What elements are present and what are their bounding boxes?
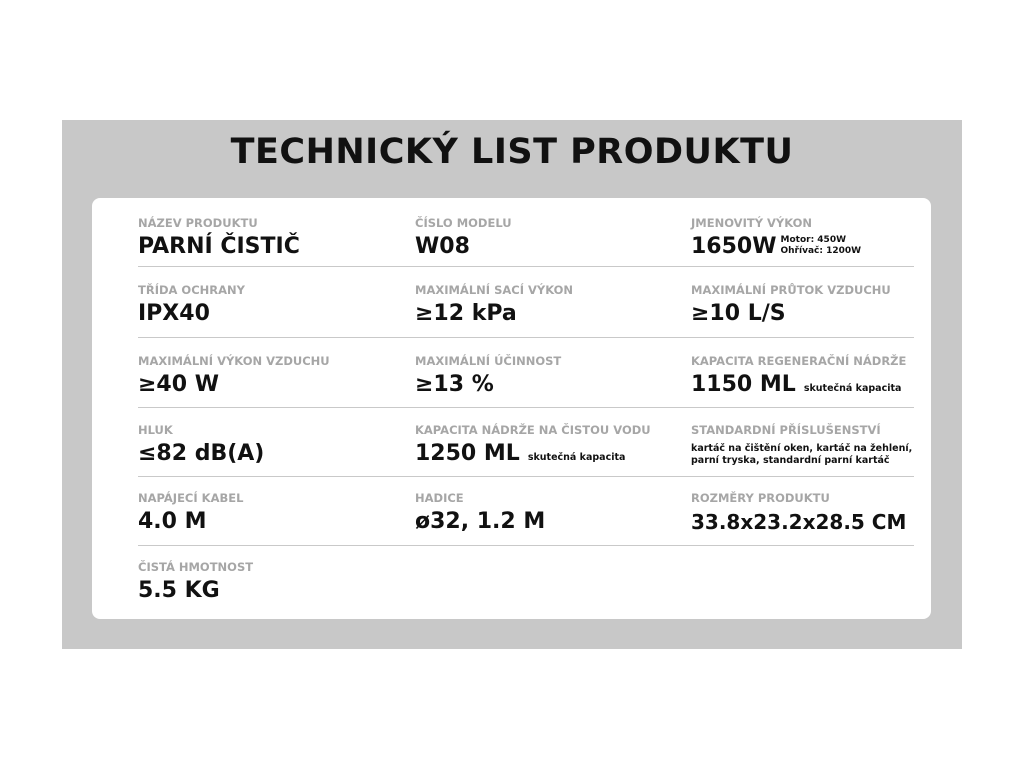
spec-efficiency: [415, 336, 561, 404]
spec-label: STANDARDNÍ PŘÍSLUŠENSTVÍ: [691, 423, 881, 437]
spec-label: KAPACITA REGENERAČNÍ NÁDRŽE: [691, 354, 907, 368]
spec-value: IPX40: [138, 301, 210, 326]
capacity-note: skutečná kapacita: [803, 383, 902, 394]
spec-cable: [138, 473, 243, 541]
spec-label: MAXIMÁLNÍ ÚČINNOST: [415, 354, 562, 368]
spec-air-power: [138, 336, 330, 404]
spec-value: ≥40 W: [138, 372, 219, 397]
spec-airflow: [691, 265, 891, 333]
spec-value: ≥12 kPa: [415, 301, 517, 326]
heater-power-note: Ohřívač: 1200W: [780, 246, 862, 256]
spec-value: 33.8x23.2x28.5 CM: [691, 510, 907, 534]
spec-banner: [62, 120, 962, 649]
motor-power-note: Motor: 450W: [780, 235, 847, 245]
spec-value: 1250 ML: [415, 441, 520, 466]
spec-suction: [415, 265, 573, 333]
spec-dimensions: [691, 473, 906, 541]
spec-power: [691, 198, 861, 266]
spec-value: 1150 ML: [691, 372, 796, 397]
spec-clean-tank: [415, 405, 651, 473]
spec-label: ROZMĚRY PRODUKTU: [691, 491, 830, 505]
spec-value: 5.5 KG: [138, 578, 220, 603]
spec-noise: [138, 405, 264, 473]
spec-label: MAXIMÁLNÍ VÝKON VZDUCHU: [138, 354, 330, 368]
accessories-line-1: kartáč na čištění oken, kartáč na žehlení,: [691, 443, 913, 454]
accessories-line-2: parní tryska, standardní parní kartáč: [691, 455, 890, 466]
spec-value: ≥10 L/S: [691, 301, 786, 326]
spec-hose: [415, 473, 545, 541]
spec-label: ČISTÁ HMOTNOST: [138, 560, 254, 574]
spec-label: JMENOVITÝ VÝKON: [691, 216, 813, 230]
spec-accessories: [691, 405, 912, 473]
spec-value: 4.0 M: [138, 509, 207, 534]
spec-value: ≤82 dB(A): [138, 441, 265, 466]
spec-value: PARNÍ ČISTIČ: [138, 234, 300, 259]
spec-label: NÁZEV PRODUKTU: [138, 216, 258, 230]
spec-regen-tank: [691, 336, 906, 404]
spec-value: ø32, 1.2 M: [415, 509, 546, 534]
spec-label: ČÍSLO MODELU: [415, 216, 512, 230]
spec-label: TŘÍDA OCHRANY: [138, 283, 245, 297]
spec-label: MAXIMÁLNÍ PRŮTOK VZDUCHU: [691, 283, 891, 297]
page-title: TECHNICKÝ LIST PRODUKTU: [230, 132, 794, 172]
spec-protection: [138, 265, 245, 333]
capacity-note: skutečná kapacita: [527, 452, 626, 463]
spec-label: HADICE: [415, 491, 464, 505]
row-divider: [138, 545, 914, 546]
spec-value: W08: [415, 234, 470, 259]
spec-label: NAPÁJECÍ KABEL: [138, 491, 244, 505]
spec-label: MAXIMÁLNÍ SACÍ VÝKON: [415, 283, 573, 297]
spec-label: KAPACITA NÁDRŽE NA ČISTOU VODU: [415, 423, 651, 437]
spec-label: HLUK: [138, 423, 173, 437]
spec-value: ≥13 %: [415, 372, 494, 397]
spec-value: 1650W: [691, 234, 777, 259]
spec-product-name: [138, 198, 300, 266]
spec-weight: [138, 542, 253, 610]
spec-card: [92, 198, 931, 619]
power-breakdown: [781, 235, 862, 260]
spec-model: [415, 198, 512, 266]
